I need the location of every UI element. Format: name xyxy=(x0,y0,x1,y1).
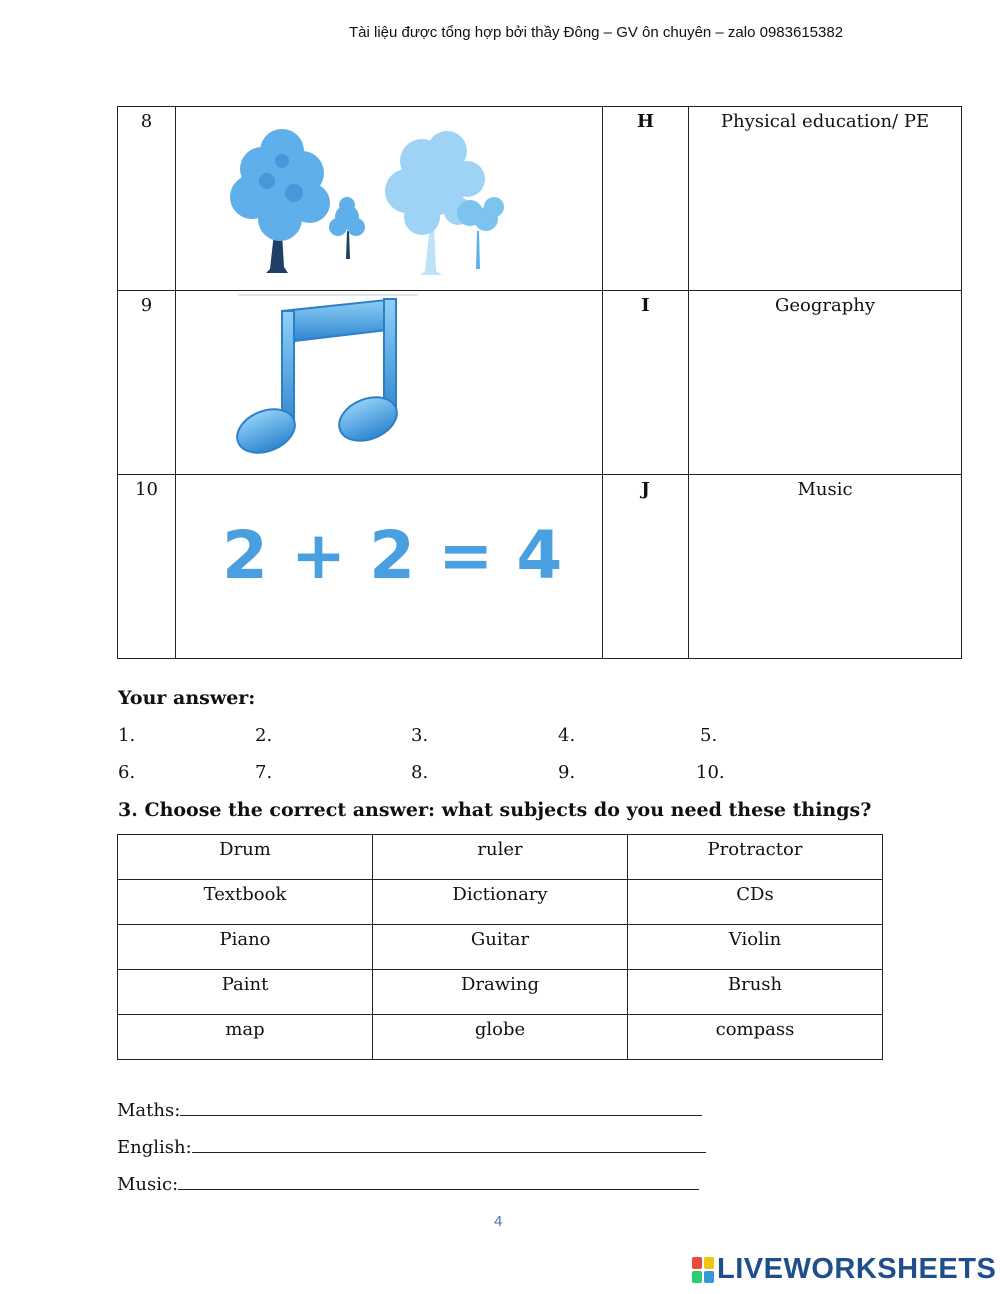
liveworksheets-logo-icon xyxy=(692,1257,714,1283)
music-answer-input[interactable] xyxy=(178,1171,699,1190)
question-3-title: 3. Choose the correct answer: what subjects do you need these things? xyxy=(118,799,872,821)
table-cell: globe xyxy=(373,1015,628,1060)
picture-cell xyxy=(176,475,603,659)
english-fill-line xyxy=(117,1134,706,1158)
answer-slot[interactable]: 2. xyxy=(255,725,273,746)
table-cell: Drum xyxy=(118,835,373,880)
answer-letter: I xyxy=(603,291,689,475)
fill-label: Maths: xyxy=(117,1100,181,1121)
music-note-icon xyxy=(218,293,438,463)
music-fill-line xyxy=(117,1171,699,1195)
fill-label: English: xyxy=(117,1137,192,1158)
brand-name: LIVEWORKSHEETS xyxy=(717,1253,997,1285)
table-row xyxy=(118,880,883,925)
fill-label: Music: xyxy=(117,1174,179,1195)
table-cell: Brush xyxy=(628,970,883,1015)
table-cell: map xyxy=(118,1015,373,1060)
picture-cell xyxy=(176,107,603,291)
table-cell: Drawing xyxy=(373,970,628,1015)
page-number: 4 xyxy=(494,1213,503,1230)
english-answer-input[interactable] xyxy=(192,1134,706,1153)
maths-answer-input[interactable] xyxy=(180,1097,702,1116)
table-row xyxy=(118,291,962,475)
table-row xyxy=(118,970,883,1015)
table-cell: Dictionary xyxy=(373,880,628,925)
table-cell: Protractor xyxy=(628,835,883,880)
answer-slot[interactable]: 5. xyxy=(700,725,718,746)
table-cell: ruler xyxy=(373,835,628,880)
picture-cell xyxy=(176,291,603,475)
answer-letter: H xyxy=(603,107,689,291)
table-cell: Guitar xyxy=(373,925,628,970)
subject-name: Music xyxy=(689,475,962,659)
page-header: Tài liệu được tổng hợp bởi thầy Đông – GV ôn chuyên – zalo 0983615382 xyxy=(349,24,844,41)
answer-slot[interactable]: 8. xyxy=(411,762,429,783)
matching-table xyxy=(117,106,962,659)
answer-slot[interactable]: 9. xyxy=(558,762,576,783)
answer-slot[interactable]: 7. xyxy=(255,762,273,783)
table-cell: Piano xyxy=(118,925,373,970)
things-table xyxy=(117,834,883,1060)
table-cell: Violin xyxy=(628,925,883,970)
liveworksheets-brand[interactable] xyxy=(692,1253,996,1286)
table-row xyxy=(118,925,883,970)
table-cell: Paint xyxy=(118,970,373,1015)
answer-title: Your answer: xyxy=(118,687,256,709)
subject-name: Geography xyxy=(689,291,962,475)
answer-letter: J xyxy=(603,475,689,659)
table-row xyxy=(118,835,883,880)
answer-slot[interactable]: 1. xyxy=(118,725,136,746)
answer-slot[interactable]: 10. xyxy=(696,762,725,783)
table-row xyxy=(118,475,962,659)
trees-icon xyxy=(222,121,522,281)
answer-slot[interactable]: 4. xyxy=(558,725,576,746)
table-cell: compass xyxy=(628,1015,883,1060)
subject-name: Physical education/ PE xyxy=(689,107,962,291)
row-number: 8 xyxy=(118,107,176,291)
row-number: 9 xyxy=(118,291,176,475)
math-equation-icon: 2 + 2 = 4 xyxy=(222,517,563,594)
table-row xyxy=(118,1015,883,1060)
table-row xyxy=(118,107,962,291)
answer-slot[interactable]: 6. xyxy=(118,762,136,783)
answer-slot[interactable]: 3. xyxy=(411,725,429,746)
maths-fill-line xyxy=(117,1097,702,1121)
row-number: 10 xyxy=(118,475,176,659)
table-cell: CDs xyxy=(628,880,883,925)
table-cell: Textbook xyxy=(118,880,373,925)
